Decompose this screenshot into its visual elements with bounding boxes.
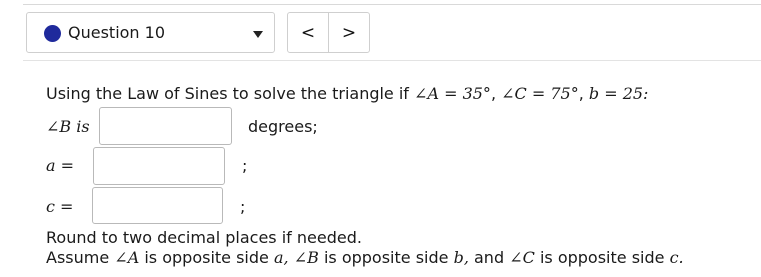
- question-select[interactable]: [26, 12, 275, 53]
- top-divider: [23, 4, 761, 5]
- side-c-suffix: ;: [240, 197, 246, 216]
- assume-angle-b: ∠B: [293, 248, 319, 267]
- assume-text-3: and: [474, 248, 505, 267]
- previous-question-button[interactable]: <: [300, 22, 316, 43]
- side-a-label: a =: [46, 156, 75, 175]
- assume-side-c: c.: [669, 248, 684, 267]
- assume-angle-a: ∠A: [114, 248, 140, 267]
- rounding-note: Round to two decimal places if needed.: [46, 228, 362, 247]
- angle-b-label: ∠B is: [46, 117, 90, 136]
- assume-angle-c: ∠C: [509, 248, 535, 267]
- side-b-given: b = 25:: [588, 84, 649, 103]
- assumption-note: [46, 248, 684, 268]
- question-nav-group: [287, 12, 370, 53]
- angle-c-given: ∠C = 75°: [501, 84, 579, 103]
- problem-prompt: Using the Law of Sines to solve the triangle if ∠A = 35°, ∠C = 75°, b = 25:: [46, 84, 649, 103]
- assume-side-b: b,: [453, 248, 469, 267]
- section-divider: [23, 60, 761, 61]
- dropdown-caret-icon: [253, 31, 263, 38]
- angle-b-unit: degrees;: [248, 117, 318, 136]
- assume-text-2: is opposite side: [323, 248, 449, 267]
- assume-prefix: Assume: [46, 248, 110, 267]
- side-c-label: c =: [46, 197, 74, 216]
- angle-a-given: ∠A = 35°: [414, 84, 491, 103]
- next-question-button[interactable]: >: [328, 13, 369, 52]
- side-a-suffix: ;: [242, 156, 248, 175]
- assume-text-4: is opposite side: [539, 248, 665, 267]
- question-label: Question 10: [68, 23, 166, 42]
- side-a-input[interactable]: [93, 147, 225, 185]
- question-status-dot-icon: [44, 25, 61, 42]
- side-c-input[interactable]: [92, 187, 223, 224]
- angle-b-input[interactable]: [99, 107, 232, 145]
- assume-side-a: a,: [273, 248, 289, 267]
- prompt-text: Using the Law of Sines to solve the triangle if: [46, 84, 409, 103]
- assume-text-1: is opposite side: [144, 248, 269, 267]
